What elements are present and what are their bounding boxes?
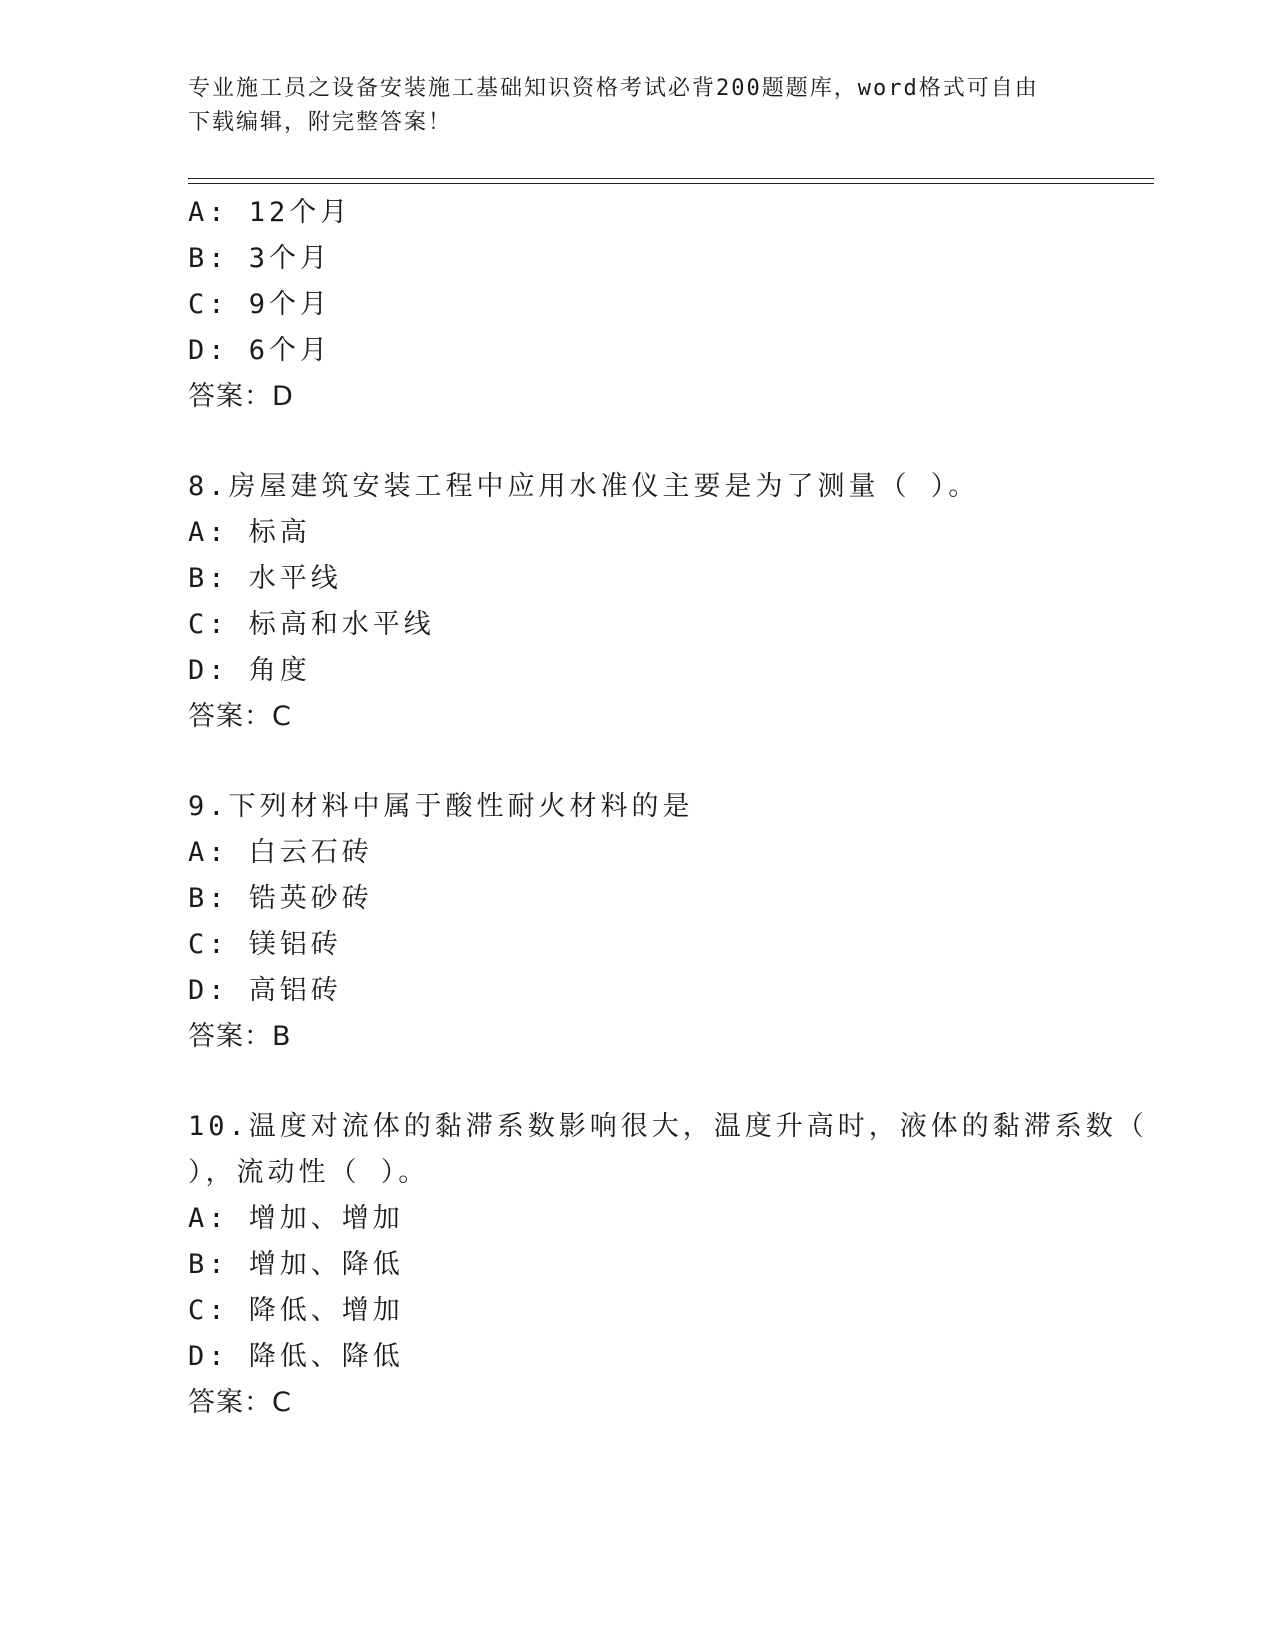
question-text-line-1: 10.温度对流体的黏滞系数影响很大，温度升高时，液体的黏滞系数（	[188, 1111, 1148, 1142]
answer: 答案：D	[188, 381, 294, 412]
question-7	[188, 190, 1088, 420]
option-b: B: 增加、降低	[188, 1249, 404, 1280]
option-d: D: 高铝砖	[188, 975, 342, 1006]
answer: 答案：C	[188, 1387, 292, 1418]
option-a: A: 标高	[188, 517, 311, 548]
header-divider-top	[188, 178, 1154, 179]
option-b: B: 3个月	[188, 243, 332, 274]
option-d: D: 6个月	[188, 335, 332, 366]
option-a: A: 增加、增加	[188, 1203, 404, 1234]
answer: 答案：B	[188, 1021, 292, 1052]
header-divider-bottom	[188, 183, 1154, 184]
question-text: 9.下列材料中属于酸性耐火材料的是	[188, 791, 694, 822]
option-c: C: 标高和水平线	[188, 609, 435, 640]
header-line-1: 专业施工员之设备安装施工基础知识资格考试必背200题题库，word格式可自由	[188, 76, 1039, 101]
question-9	[188, 784, 1088, 1060]
option-c: C: 降低、增加	[188, 1295, 404, 1326]
option-a: A: 12个月	[188, 197, 352, 228]
option-b: B: 水平线	[188, 563, 342, 594]
option-c: C: 镁铝砖	[188, 929, 342, 960]
header-line-2: 下载编辑，附完整答案！	[188, 110, 453, 135]
option-a: A: 白云石砖	[188, 837, 373, 868]
option-d: D: 角度	[188, 655, 311, 686]
answer: 答案：C	[188, 701, 292, 732]
question-text: 8.房屋建筑安装工程中应用水准仪主要是为了测量（ ）。	[188, 471, 980, 502]
document-content	[188, 190, 1148, 1426]
option-d: D: 降低、降低	[188, 1341, 404, 1372]
question-8	[188, 464, 1088, 740]
question-text-line-2: ），流动性（ ）。	[188, 1157, 430, 1188]
question-10	[188, 1104, 1148, 1426]
option-b: B: 锆英砂砖	[188, 883, 373, 914]
option-c: C: 9个月	[188, 289, 332, 320]
document-header	[188, 72, 1088, 140]
